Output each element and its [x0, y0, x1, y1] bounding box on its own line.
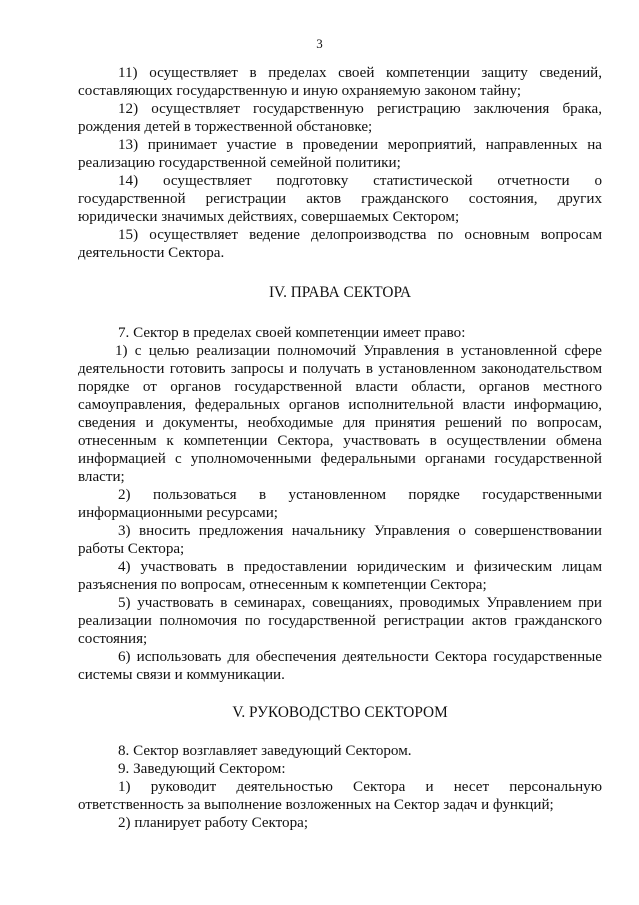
list-item: 1) руководит деятельностью Сектора и несет персональную ответственность за выполнение возложенных на Сектор задач и функций;: [78, 779, 602, 813]
list-item: 2) пользоваться в установленном порядке государственными информационными ресурсами;: [78, 487, 602, 521]
list-item: 6) использовать для обеспечения деятельности Сектора государственные системы связи и коммуникации.: [78, 649, 602, 683]
list-item: 12) осуществляет государственную регистрацию заключения брака, рождения детей в торжественной обстановке;: [78, 101, 602, 135]
list-item: 14) осуществляет подготовку статистической отчетности о государственной регистрации актов гражданского состояния, других юридически значимых действиях, совершаемых Сектором;: [78, 173, 602, 225]
page-number: 3: [316, 36, 323, 51]
paragraph-8: 8. Сектор возглавляет заведующий Сектором.: [118, 743, 412, 759]
list-item: 15) осуществляет ведение делопроизводства по основным вопросам деятельности Сектора.: [78, 227, 602, 261]
list-item: 11) осуществляет в пределах своей компетенции защиту сведений, составляющих государственную и иную охраняемую законом тайну;: [78, 65, 602, 99]
section-heading-iv: IV. ПРАВА СЕКТОРА: [268, 284, 412, 301]
document-body: [78, 64, 602, 832]
paragraph-7: 7. Сектор в пределах своей компетенции имеет право:: [118, 325, 466, 341]
section-heading-v: V. РУКОВОДСТВО СЕКТОРОМ: [232, 704, 448, 721]
list-item: 13) принимает участие в проведении мероприятий, направленных на реализацию государственной семейной политики;: [78, 137, 602, 171]
list-item: 2) планирует работу Сектора;: [118, 815, 309, 831]
list-item: 1) с целью реализации полномочий Управления в установленной сфере деятельности готовить запросы и получать в установленном законодательством порядке от органов государственной власти области, органов местного самоуправления, федеральных органов исполнительной власти информацию, сведения и документы, необходимые для принятия решений по вопросам, отнесенным к компетенции Сектора, участвовать в осуществлении обмена информацией с уполномоченными федеральными органами государственной власти;: [78, 343, 602, 485]
list-item: 5) участвовать в семинарах, совещаниях, проводимых Управлением при реализации полномочия по государственной регистрации актов гражданского состояния;: [78, 595, 602, 647]
list-item: 3) вносить предложения начальнику Управления о совершенствовании работы Сектора;: [78, 523, 602, 557]
paragraph-9: 9. Заведующий Сектором:: [118, 761, 286, 777]
list-item: 4) участвовать в предоставлении юридическим и физическим лицам разъяснения по вопросам, отнесенным к компетенции Сектора;: [78, 559, 602, 593]
